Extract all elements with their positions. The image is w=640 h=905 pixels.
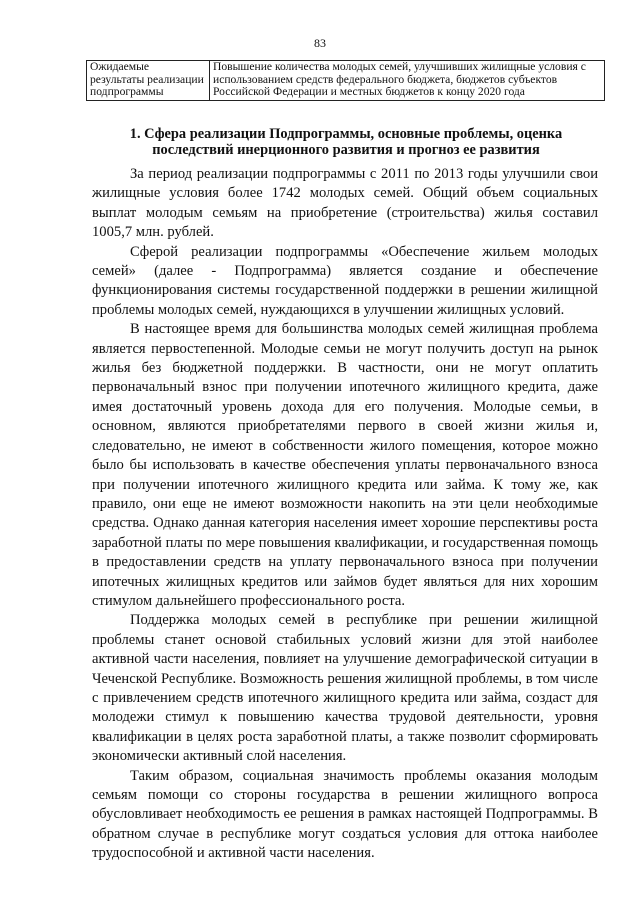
expected-results-label: Ожидаемые результаты реализации подпрограммы (87, 61, 210, 101)
page-number: 83 (314, 36, 326, 50)
paragraph: Сферой реализации подпрограммы «Обеспечение жильем молодых семей» (далее - Подпрограмма) является создание и обеспечение функционирования системы государственной поддержки в решении жилищной проблемы молодых семей, нуждающихся в улучшении жилищных условий. (92, 243, 598, 318)
expected-results-table (86, 60, 605, 101)
paragraph: Поддержка молодых семей в республике при решении жилищной проблемы станет основой стабильных условий жизни для этой наиболее активной части населения, повлияет на улучшение демографической ситуации в Чеченской Республике. Возможность решения жилищной проблемы, в том числе с привлечением средств ипотечного жилищного кредита или займа, создаст для молодежи стимул к повышению качества трудовой деятельности, уровня квалификации в целях роста заработной платы, а также позволит сформировать экономически активный слой населения. (92, 612, 598, 765)
section-body (92, 165, 598, 864)
table-row (87, 61, 605, 101)
paragraph: За период реализации подпрограммы с 2011 по 2013 годы улучшили свои жилищные условия более 1742 молодых семей. Общий объем социальных выплат молодым семьям на приобретение (строительства) жилья составил 1005,7 млн. рублей. (92, 166, 598, 241)
section-heading: 1. Сфера реализации Подпрограммы, основные проблемы, оценка последствий инерционного развития и прогноз ее развития (129, 126, 563, 158)
expected-results-value: Повышение количества молодых семей, улучшивших жилищные условия с использованием средств федерального бюджета, бюджетов субъектов Российской Федерации и местных бюджетов к концу 2020 года (210, 61, 605, 101)
paragraph: В настоящее время для большинства молодых семей жилищная проблема является первостепенной. Молодые семьи не могут получить доступ на рынок жилья без бюджетной поддержки. В частности, они не могут оплатить первоначальный взнос при получении ипотечного жилищного кредита, даже имея достаточный уровень дохода для его получения. Молодые семьи, в основном, являются приобретателями первого в своей жизни жилья и, следовательно, не имеют в собственности жилого помещения, которое можно было бы использовать в качестве обеспечения уплаты первоначального взноса при получении ипотечного жилищного кредита или займа. К тому же, как правило, они еще не имеют возможности накопить на эти цели необходимые средства. Однако данная категория населения имеет хорошие перспективы роста заработной платы по мере повышения квалификации, и государственная помощь в предоставлении средств на уплату первоначального взноса при получении ипотечных жилищных кредитов или займов будет являться для них хорошим стимулом дальнейшего профессионального роста. (92, 321, 598, 609)
paragraph: Таким образом, социальная значимость проблемы оказания молодым семьям помощи со стороны государства в решении жилищного вопроса обусловливает необходимость ее решения в рамках настоящей Подпрограммы. В обратном случае в республике могут создаться условия для оттока наиболее трудоспособной и активной части населения. (92, 767, 598, 862)
